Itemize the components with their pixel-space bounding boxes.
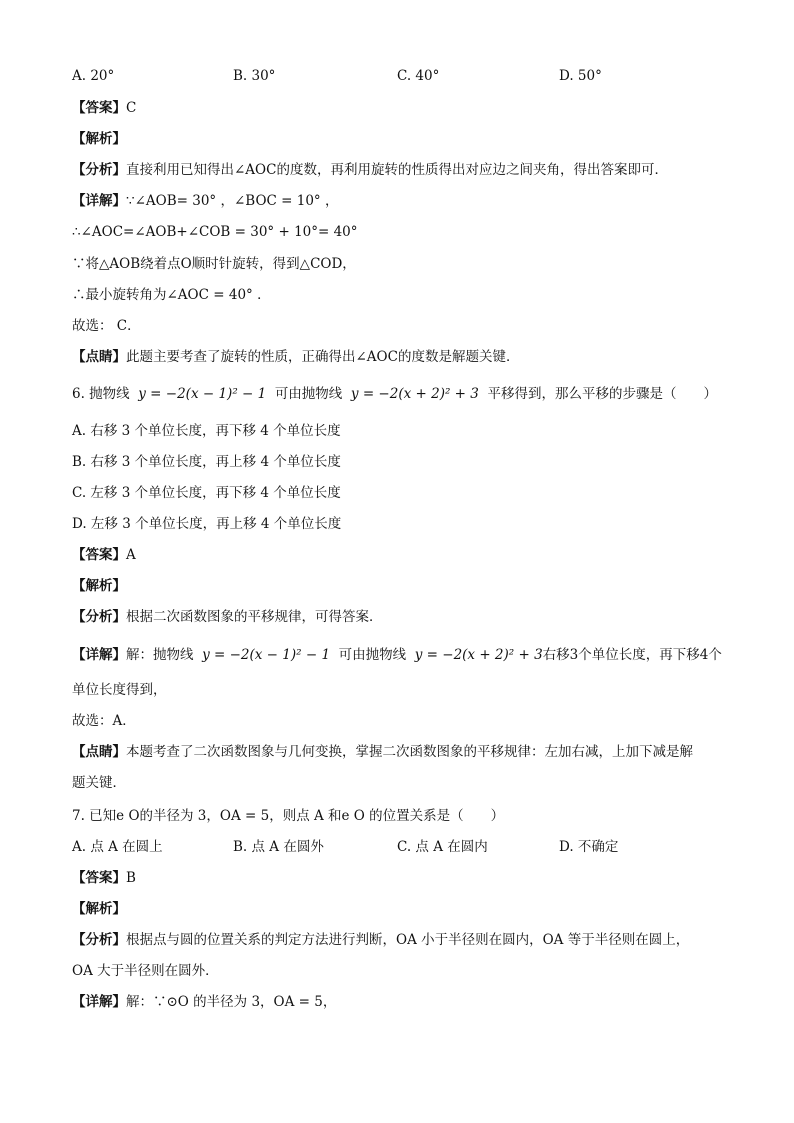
xiangjie-line: ∵∠AOB= 30° ，∠BOC = 10° ， — [126, 193, 339, 209]
q5-xiangjie-4: ∴最小旋转角为∠AOC = 40° ． — [72, 287, 271, 303]
q6-stem-suffix: 平移得到，那么平移的步骤是（ ） — [487, 386, 717, 402]
q6-option-a: A. 右移 3 个单位长度，再下移 4 个单位长度 — [72, 423, 341, 439]
q5-xiangjie-1 — [72, 191, 734, 211]
answer-value: A — [126, 547, 136, 563]
xiangjie-tag: 【详解】 — [72, 994, 126, 1010]
fenxi-text: 根据点与圆的位置关系的判定方法进行判断，OA 小于半径则在圆内，OA 等于半径则在圆上， — [126, 932, 690, 948]
q5-option-a: A. 20° — [72, 68, 115, 84]
q6-stem-prefix: 6. 抛物线 — [72, 386, 130, 402]
analysis-tag: 【解析】 — [72, 131, 126, 147]
q7-fenxi — [72, 930, 734, 950]
xiangjie-text: 解：∵⊙O 的半径为 3，OA = 5， — [126, 994, 337, 1010]
fenxi-tag: 【分析】 — [72, 609, 126, 625]
xiangjie-suffix: 右移3个单位长度，再下移4个 — [542, 647, 722, 663]
q6-dianjing — [72, 742, 734, 762]
answer-tag: 【答案】 — [72, 100, 126, 116]
dianjing-tag: 【点睛】 — [72, 744, 126, 760]
xiangjie-tag: 【详解】 — [72, 193, 126, 209]
q6-expr2: y = −2(x + 2)² + 3 — [350, 386, 479, 402]
answer-tag: 【答案】 — [72, 547, 126, 563]
q7-analysis-heading — [72, 899, 734, 919]
q6-dianjing-2: 题关键． — [72, 775, 126, 791]
answer-value: C — [126, 100, 137, 116]
xiangjie-mid: 可由抛物线 — [338, 647, 407, 663]
q5-dianjing — [72, 347, 734, 367]
q7-answer — [72, 868, 734, 888]
fenxi-tag: 【分析】 — [72, 932, 126, 948]
q6-expr1: y = −2(x − 1)² − 1 — [138, 386, 267, 402]
q6-xiangjie-expr1: y = −2(x − 1)² − 1 — [202, 647, 331, 663]
q7-option-d: D. 不确定 — [559, 839, 619, 855]
q5-answer — [72, 98, 734, 118]
q5-option-c: C. 40° — [397, 68, 440, 84]
q6-xiangjie-1 — [72, 645, 734, 665]
q6-choose: 故选：A． — [72, 713, 136, 729]
q7-option-c: C. 点 A 在圆内 — [397, 839, 488, 855]
q6-answer — [72, 545, 734, 565]
q5-option-b: B. 30° — [233, 68, 276, 84]
xiangjie-tag: 【详解】 — [72, 647, 126, 663]
answer-tag: 【答案】 — [72, 870, 126, 886]
fenxi-text: 根据二次函数图象的平移规律，可得答案． — [126, 609, 383, 625]
answer-value: B — [126, 870, 136, 886]
fenxi-tag: 【分析】 — [72, 162, 126, 178]
q7-stem: 7. 已知e O的半径为 3，OA = 5，则点 A 和e O 的位置关系是（ ） — [72, 808, 505, 824]
q6-analysis-heading — [72, 576, 734, 596]
q5-option-d: D. 50° — [559, 68, 602, 84]
q6-xiangjie-2: 单位长度得到， — [72, 682, 167, 698]
q7-option-b: B. 点 A 在圆外 — [233, 839, 324, 855]
q6-fenxi — [72, 607, 734, 627]
dianjing-text: 本题考查了二次函数图象与几何变换，掌握二次函数图象的平移规律：左加右减，上加下减是解 — [126, 744, 693, 760]
q6-stem — [72, 384, 734, 404]
q6-xiangjie-expr2: y = −2(x + 2)² + 3 — [414, 647, 543, 663]
q6-option-b: B. 右移 3 个单位长度，再上移 4 个单位长度 — [72, 454, 341, 470]
dianjing-tag: 【点睛】 — [72, 349, 126, 365]
xiangjie-prefix: 解：抛物线 — [126, 647, 194, 663]
q7-option-a: A. 点 A 在圆上 — [72, 839, 163, 855]
q5-xiangjie-2: ∴∠AOC=∠AOB+∠COB = 30° + 10°= 40° — [72, 224, 358, 240]
q6-option-c: C. 左移 3 个单位长度，再下移 4 个单位长度 — [72, 485, 341, 501]
q5-choose: 故选： C． — [72, 318, 141, 334]
q6-option-d: D. 左移 3 个单位长度，再上移 4 个单位长度 — [72, 516, 342, 532]
q7-xiangjie — [72, 992, 734, 1012]
dianjing-text: 此题主要考查了旋转的性质，正确得出∠AOC的度数是解题关键． — [126, 349, 520, 365]
q5-fenxi — [72, 160, 734, 180]
analysis-tag: 【解析】 — [72, 578, 126, 594]
q6-stem-mid: 可由抛物线 — [274, 386, 343, 402]
analysis-tag: 【解析】 — [72, 901, 126, 917]
q5-xiangjie-3: ∵将△AOB绕着点O顺时针旋转，得到△COD， — [72, 256, 356, 272]
q7-fenxi-2: OA 大于半径则在圆外． — [72, 963, 219, 979]
q5-analysis-heading — [72, 129, 734, 149]
fenxi-text: 直接利用已知得出∠AOC的度数，再利用旋转的性质得出对应边之间夹角，得出答案即可． — [126, 162, 668, 178]
